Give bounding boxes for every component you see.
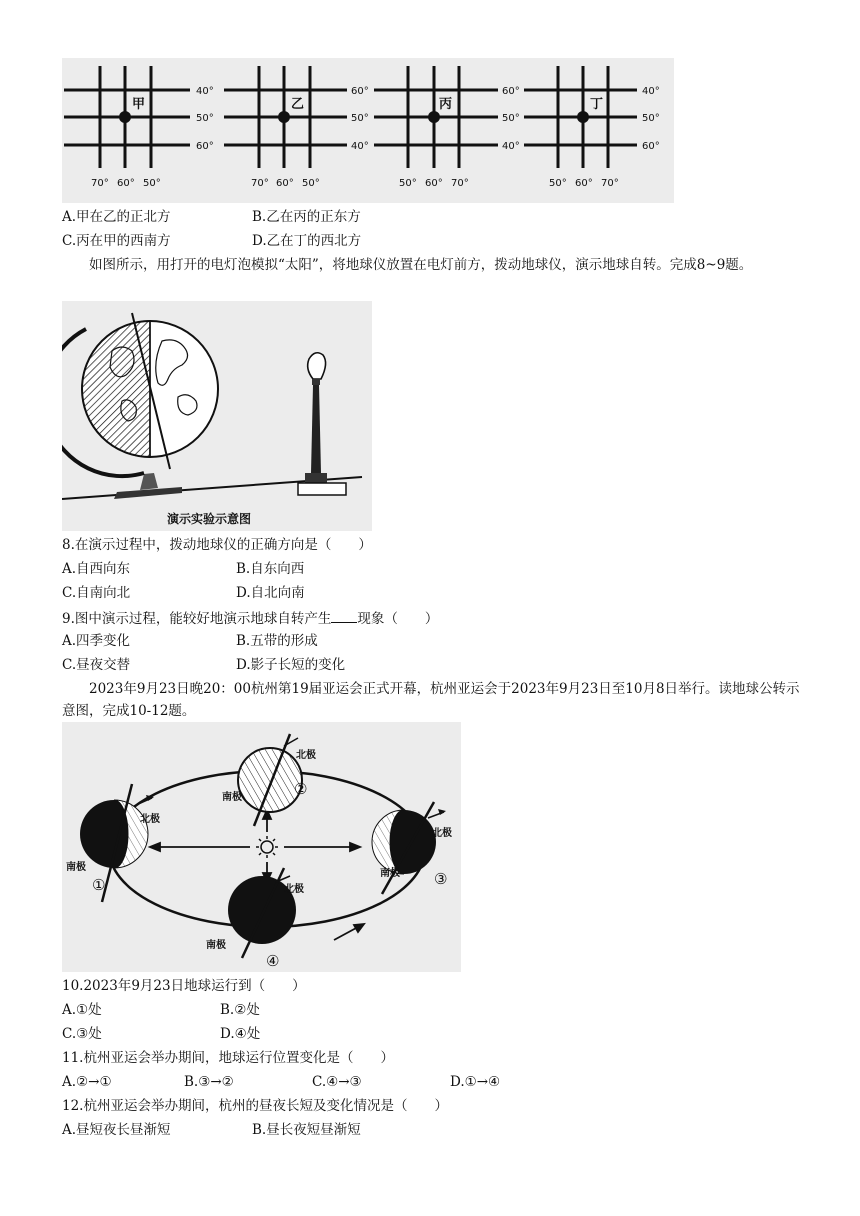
q11-option-c: C.④→③ — [312, 1074, 362, 1090]
q8-stem: 8.在演示过程中，拨动地球仪的正确方向是（ ） — [62, 537, 372, 553]
lon-label: 60° — [575, 178, 593, 189]
lon-label: 50° — [143, 178, 161, 189]
lon-label: 60° — [276, 178, 294, 189]
position-label: ② — [294, 780, 308, 798]
lat-label: 40° — [642, 86, 660, 97]
latlon-grid-svg — [62, 58, 674, 203]
q9-stem-after: 现象（ ） — [357, 611, 439, 627]
south-pole-label: 南极 — [380, 868, 400, 879]
q12-option-a: A.昼短夜长昼渐短 — [62, 1122, 171, 1138]
globe-lamp-svg — [62, 301, 372, 531]
earth-position-4 — [228, 868, 296, 958]
revolution-svg — [62, 722, 461, 972]
q9-stem-before: 9.图中演示过程，能较好地演示地球自转产生 — [62, 611, 332, 627]
q7-option-c: C.丙在甲的西南方 — [62, 233, 171, 249]
lat-label: 40° — [502, 141, 520, 152]
lon-label: 70° — [601, 178, 619, 189]
position-label: ① — [92, 876, 106, 894]
grid-label: 乙 — [291, 97, 305, 112]
demo-experiment-figure — [62, 301, 372, 531]
q9-option-c: C.昼夜交替 — [62, 657, 131, 673]
lat-label: 60° — [351, 86, 369, 97]
lat-label: 50° — [196, 113, 214, 124]
north-pole-label: 北极 — [284, 884, 304, 895]
q10-option-c: C.③处 — [62, 1026, 102, 1042]
grid-label: 丙 — [439, 97, 453, 112]
q7-option-b: B.乙在丙的正东方 — [252, 209, 361, 225]
intro-q8-9: 如图所示，用打开的电灯泡模拟“太阳”，将地球仪放置在电灯前方，拨动地球仪，演示地球自转。完成8~9题。 — [89, 257, 753, 273]
q10-option-b: B.②处 — [220, 1002, 260, 1018]
position-label: ④ — [266, 952, 280, 970]
q10-stem: 10.2023年9月23日地球运行到（ ） — [62, 978, 306, 994]
lat-label: 50° — [502, 113, 520, 124]
lat-label: 50° — [351, 113, 369, 124]
grid-label: 丁 — [590, 97, 604, 112]
point-ding — [577, 111, 589, 123]
intro-q10-12: 2023年9月23日晚20：00杭州第19届亚运会正式开幕，杭州亚运会于2023年9月23日至10月8日举行。读地球公转示意图，完成10-12题。 — [62, 681, 800, 719]
north-pole-label: 北极 — [432, 828, 452, 839]
point-jia — [119, 111, 131, 123]
q8-option-c: C.自南向北 — [62, 585, 131, 601]
north-pole-label: 北极 — [296, 750, 316, 761]
earth-revolution-figure — [62, 722, 461, 972]
q11-option-a: A.②→① — [62, 1074, 112, 1090]
lat-label: 40° — [351, 141, 369, 152]
grid-label: 甲 — [132, 97, 146, 112]
lat-label: 60° — [502, 86, 520, 97]
lamp-stand — [311, 385, 321, 473]
q11-option-d: D.①→④ — [450, 1074, 501, 1090]
point-bing — [428, 111, 440, 123]
lon-label: 60° — [425, 178, 443, 189]
q7-option-a: A.甲在乙的正北方 — [62, 209, 171, 225]
q9-option-b: B.五带的形成 — [236, 633, 318, 649]
lon-label: 70° — [251, 178, 269, 189]
south-pole-label: 南极 — [206, 940, 226, 951]
south-pole-label: 南极 — [66, 862, 86, 873]
south-pole-label: 南极 — [222, 792, 242, 803]
position-label: ③ — [434, 870, 448, 888]
q10-option-d: D.④处 — [220, 1026, 261, 1042]
lon-label: 70° — [451, 178, 469, 189]
q12-option-b: B.昼长夜短昼渐短 — [252, 1122, 361, 1138]
lat-label: 60° — [196, 141, 214, 152]
q11-stem: 11.杭州亚运会举办期间，地球运行位置变化是（ ） — [62, 1050, 394, 1066]
lat-label: 40° — [196, 86, 214, 97]
q9-option-d: D.影子长短的变化 — [236, 657, 346, 673]
lat-label: 50° — [642, 113, 660, 124]
q9-option-a: A.四季变化 — [62, 633, 131, 649]
latlon-grid-figure — [62, 58, 674, 203]
point-yi — [278, 111, 290, 123]
q9-stem — [62, 608, 438, 628]
lon-label: 50° — [399, 178, 417, 189]
q11-option-b: B.③→② — [184, 1074, 234, 1090]
lon-label: 50° — [549, 178, 567, 189]
north-pole-label: 北极 — [140, 814, 160, 825]
q8-option-b: B.自东向西 — [236, 561, 305, 577]
q10-option-a: A.①处 — [62, 1002, 102, 1018]
lat-label: 60° — [642, 141, 660, 152]
lon-label: 70° — [91, 178, 109, 189]
q9-blank — [331, 608, 357, 623]
q8-option-d: D.自北向南 — [236, 585, 305, 601]
lon-label: 50° — [302, 178, 320, 189]
lon-label: 60° — [117, 178, 135, 189]
q7-option-d: D.乙在丁的西北方 — [252, 233, 362, 249]
q8-option-a: A.自西向东 — [62, 561, 131, 577]
sun-icon — [256, 836, 278, 858]
earth-position-2 — [238, 734, 302, 826]
q12-stem: 12.杭州亚运会举办期间，杭州的昼夜长短及变化情况是（ ） — [62, 1098, 448, 1114]
light-bulb — [308, 353, 326, 379]
figure-caption: 演示实验示意图 — [167, 512, 252, 526]
